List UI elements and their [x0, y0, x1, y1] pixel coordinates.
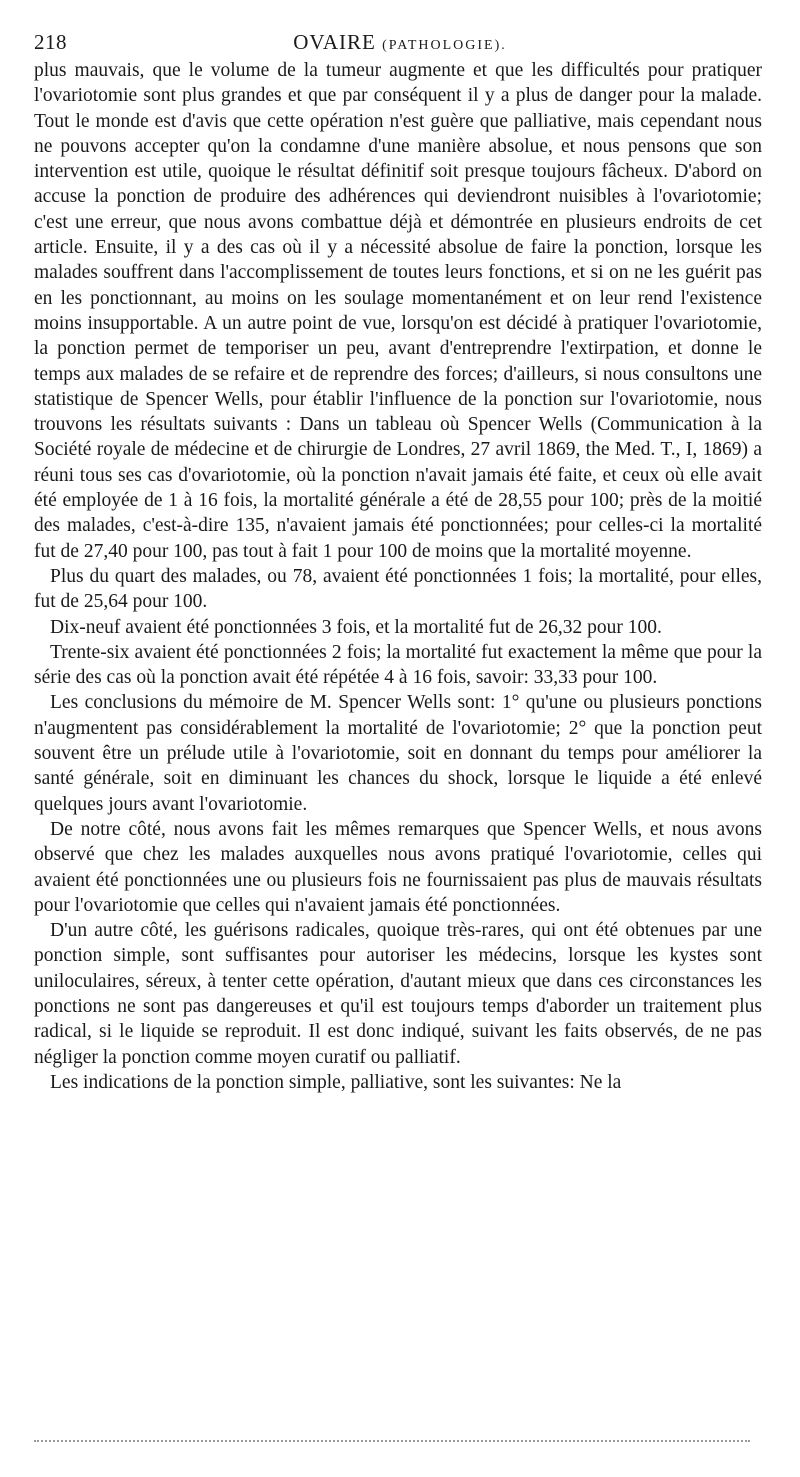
paragraph-7: D'un autre côté, les guérisons radicales, quoique très-rares, qui ont été obtenues par une ponction simple, sont suffisantes pour autoriser les médecins, lorsque les kystes sont uniloculaires, séreux, à tenter cette opération, d'autant mieux que dans ces circonstances les ponctions ne sont pas dangereuses et qu'il est toujours temps d'aborder un traitement plus radical, si le liquide se reproduit. Il est donc indiqué, suivant les faits observés, de ne pas négliger la ponction comme moyen curatif ou palliatif. [34, 920, 762, 1068]
page-number: 218 [34, 30, 67, 54]
paragraph-5: Les conclusions du mémoire de M. Spencer Wells sont: 1° qu'une ou plusieurs ponctions n'augmentent pas considérablement la mortalité de l'ovariotomie; 2° que la ponction peut souvent être un prélude utile à l'ovariotomie, soit en donnant du temps pour améliorer la santé générale, soit en diminuant les chances du shock, lorsque le liquide a été enlevé quelques jours avant l'ovariotomie. [34, 692, 762, 815]
body-text [34, 58, 762, 1095]
footer-rule [34, 1440, 750, 1442]
running-title [34, 30, 766, 55]
running-title-main: OVAIRE [293, 30, 376, 54]
paragraph-3: Dix-neuf avaient été ponctionnées 3 fois, et la mortalité fut de 26,32 pour 100. [50, 616, 662, 638]
paragraph-1: plus mauvais, que le volume de la tumeur augmente et que les difficultés pour pratiquer l'ovariotomie sont plus grandes et que par conséquent il y a plus de danger pour la malade. Tout le monde est d'avis que cette opération n'est guère que palliative, mais cependant nous ne pouvons accepter qu'on la condamne d'une manière absolue, et nous pensons que son intervention est utile, quoique le résultat définitif soit presque toujours fâcheux. D'abord on accuse la ponction de produire des adhérences qui deviendront nuisibles à l'ovariotomie; c'est une erreur, que nous avons combattue déjà et démontrée en plusieurs endroits de cet article. Ensuite, il y a des cas où il y a nécessité absolue de faire la ponction, lorsque les malades souffrent dans l'accomplissement de toutes leurs fonctions, et si on ne les guérit pas en les ponctionnant, au moins on les soulage momentanément et on leur rend l'existence moins insupportable. A un autre point de vue, lorsqu'on est décidé à pratiquer l'ovariotomie, la ponction permet de temporiser un peu, avant d'entreprendre l'extirpation, et donne le temps aux malades de se refaire et de reprendre des forces; d'ailleurs, si nous consultons une statistique de Spencer Wells, pour établir l'influence de la ponction sur l'ovariotomie, nous trouvons les résultats suivants : Dans un tableau où Spencer Wells (Communication à la Société royale de médecine et de chirurgie de Londres, 27 avril 1869, the Med. T., I, 1869) a réuni tous ses cas d'ovariotomie, où la ponction n'avait jamais été faite, et ceux où elle avait été employée de 1 à 16 fois, la mortalité générale a été de 28,55 pour 100; près de la moitié des malades, c'est-à-dire 135, n'avaient jamais été ponctionnées; pour celles-ci la mortalité fut de 27,40 pour 100, pas tout à fait 1 pour 100 de moins que la mortalité moyenne. [34, 60, 762, 562]
paragraph-6: De notre côté, nous avons fait les mêmes remarques que Spencer Wells, et nous avons observé que chez les malades auxquelles nous avons pratiqué l'ovariotomie, celles qui avaient été ponctionnées une ou plusieurs fois ne fournissaient pas plus de mauvais résultats pour l'ovariotomie que celles qui n'avaient jamais été ponctionnées. [34, 818, 762, 916]
paragraph-8: Les indications de la ponction simple, palliative, sont les suivantes: Ne la [50, 1071, 622, 1093]
running-header [34, 26, 766, 60]
paragraph-4: Trente-six avaient été ponctionnées 2 fois; la mortalité fut exactement la même que pour la série des cas où la ponction avait été répétée 4 à 16 fois, savoir: 33,33 pour 100. [34, 641, 762, 689]
paragraph-2: Plus du quart des malades, ou 78, avaient été ponctionnées 1 fois; la mortalité, pour elles, fut de 25,64 pour 100. [34, 565, 762, 613]
running-title-sub: (PATHOLOGIE). [382, 38, 507, 53]
